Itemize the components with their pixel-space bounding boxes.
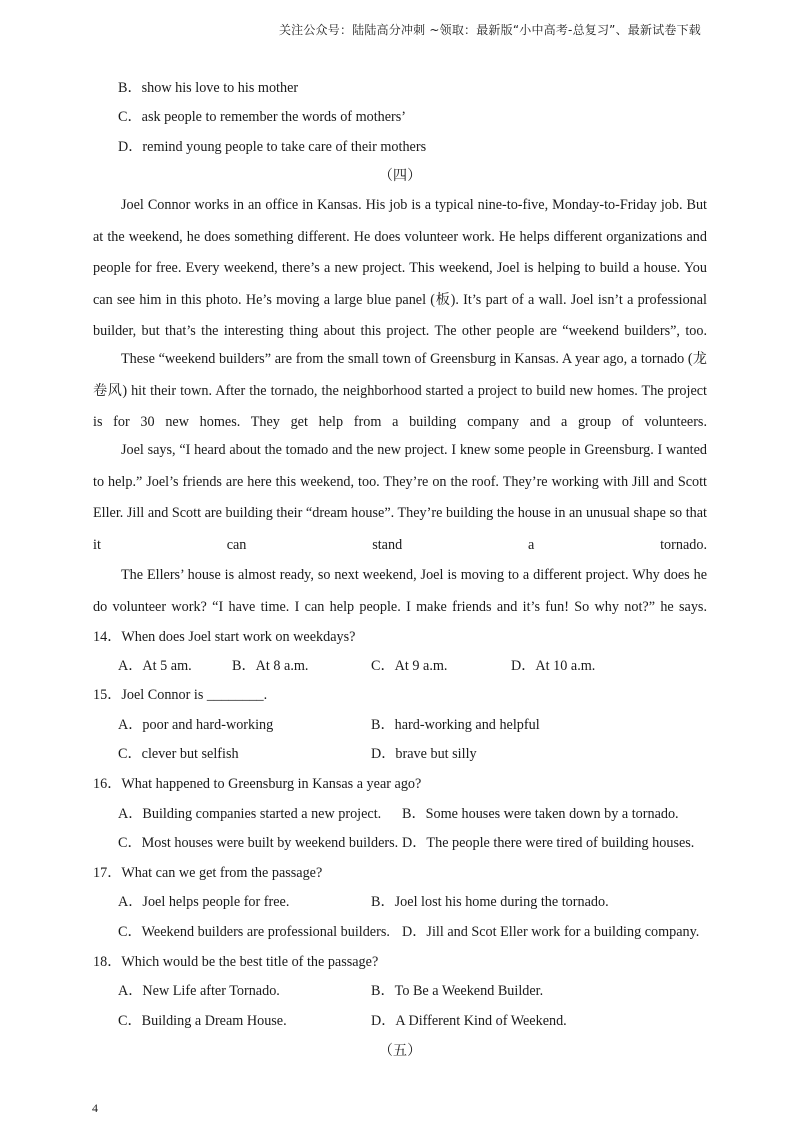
question-17-stem: 17．What can we get from the passage? — [93, 865, 323, 881]
header-text: 关注公众号：陆陆高分冲刺 ~领取：最新版“小中高考-总复习”、最新试卷下载 — [278, 23, 701, 37]
prev-option-d: D．remind young people to take care of their mothers — [118, 139, 427, 155]
question-14-option-d: D．At 10 a.m. — [511, 658, 596, 674]
passage-paragraph-4: The Ellers’ house is almost ready, so next weekend, Joel is moving to a different project. Why does he do volunteer work? “I have time. I can help people. I make friends and it’s fun! So why not?” he says. — [93, 567, 707, 615]
question-17-option-b: B．Joel lost his home during the tornado. — [371, 894, 609, 910]
question-14-option-a: A．At 5 am. — [118, 658, 192, 674]
question-18-option-a: A．New Life after Tornado. — [118, 983, 280, 999]
page-number: 4 — [92, 1101, 98, 1115]
question-16-stem: 16．What happened to Greensburg in Kansas a year ago? — [93, 776, 422, 792]
question-16-option-c: C．Most houses were built by weekend builders. — [118, 835, 399, 851]
passage-paragraph-3: Joel says, “I heard about the tomado and the new project. I knew some people in Greensburg. I wanted to help.” Joel’s friends are here this weekend, too. They’re on the roof. They’re working with Jill and Scott Eller. Jill and Scott are building their “dream house”. They’re building the house in an unusual shape so that it can stand a tornado. — [93, 442, 707, 553]
question-16-option-d: D．The people there were tired of building houses. — [402, 835, 695, 851]
question-15-option-a: A．poor and hard-working — [118, 717, 274, 733]
question-18-option-c: C．Building a Dream House. — [118, 1013, 287, 1029]
question-16-option-a: A．Building companies started a new project. — [118, 806, 382, 822]
prev-option-c: C．ask people to remember the words of mothers’ — [118, 109, 407, 125]
question-15-option-d: D．brave but silly — [371, 746, 477, 762]
question-17-option-c: C．Weekend builders are professional builders. — [118, 924, 390, 940]
question-14-option-c: C．At 9 a.m. — [371, 658, 448, 674]
question-18-option-b: B．To Be a Weekend Builder. — [371, 983, 544, 999]
question-14-stem: 14．When does Joel start work on weekdays? — [93, 629, 356, 645]
question-14-option-b: B．At 8 a.m. — [232, 658, 309, 674]
section-5-label: （五） — [378, 1043, 422, 1059]
question-15-option-b: B．hard-working and helpful — [371, 717, 540, 733]
question-18-option-d: D．A Different Kind of Weekend. — [371, 1013, 567, 1029]
prev-option-b: B．show his love to his mother — [118, 80, 299, 96]
question-16-option-b: B．Some houses were taken down by a tornado. — [402, 806, 679, 822]
page-header — [0, 21, 800, 43]
question-15-option-c: C．clever but selfish — [118, 746, 239, 762]
section-4-label: （四） — [378, 168, 422, 184]
question-17-option-d: D．Jill and Scot Eller work for a building company. — [402, 924, 700, 940]
question-18-stem: 18．Which would be the best title of the passage? — [93, 954, 379, 970]
passage-paragraph-1: Joel Connor works in an office in Kansas. His job is a typical nine-to-five, Monday-to-Friday job. But at the weekend, he does something different. He does volunteer work. He helps different organizations and people for free. Every weekend, there’s a new project. This weekend, Joel is helping to build a house. You can see him in this photo. He’s moving a large blue panel (板). It’s part of a wall. Joel isn’t a professional builder, but that’s the interesting thing about this project. The other people are “weekend builders”, too. — [93, 197, 707, 339]
question-15-stem: 15．Joel Connor is ________. — [93, 687, 268, 703]
passage-paragraph-2: These “weekend builders” are from the small town of Greensburg in Kansas. A year ago, a tornado (龙卷风) hit their town. After the tornado, the neighborhood started a project to build new homes. The project is for 30 new homes. They get help from a building company and a group of volunteers. — [93, 351, 707, 430]
question-17-option-a: A．Joel helps people for free. — [118, 894, 290, 910]
